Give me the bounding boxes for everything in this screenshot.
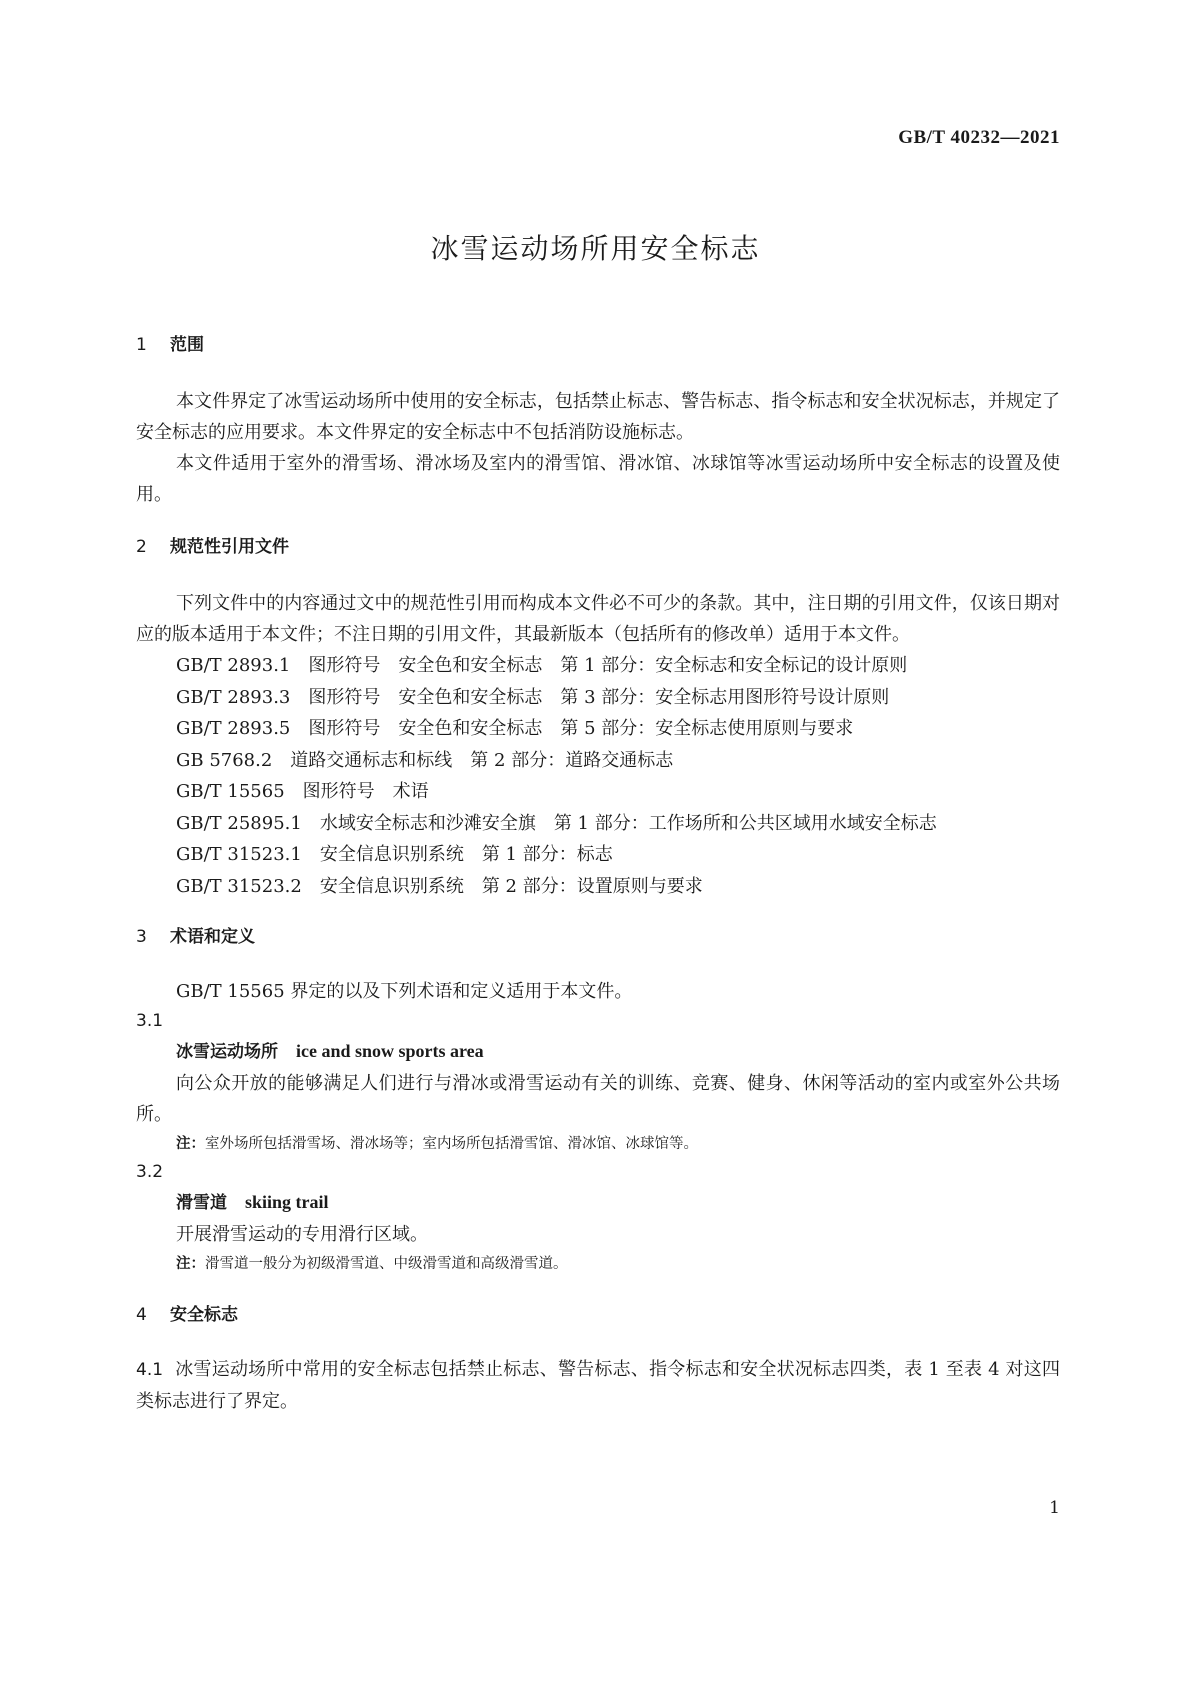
clause-text: 冰雪运动场所中常用的安全标志包括禁止标志、警告标志、指令标志和安全状况标志四类，表 1 至表 4 对这四类标志进行了界定。 xyxy=(136,1359,1060,1412)
clause-number: 4.1 xyxy=(136,1360,164,1380)
reference-item: GB/T 2893.1 图形符号 安全色和安全标志 第 1 部分：安全标志和安全标记的设计原则 xyxy=(176,655,908,676)
term-note xyxy=(136,1130,1060,1158)
term-chinese: 滑雪道 xyxy=(176,1193,227,1213)
term-number: 3.1 xyxy=(136,1011,164,1031)
note-text: 滑雪道一般分为初级滑雪道、中级滑雪道和高级滑雪道。 xyxy=(205,1256,568,1272)
reference-item: GB/T 2893.3 图形符号 安全色和安全标志 第 3 部分：安全标志用图形符号设计原则 xyxy=(176,686,890,708)
term-definition: 开展滑雪运动的专用滑行区域。 xyxy=(176,1224,428,1245)
reference-item: GB/T 2893.5 图形符号 安全色和安全标志 第 5 部分：安全标志使用原则与要求 xyxy=(176,718,854,739)
reference-item: GB/T 31523.1 安全信息识别系统 第 1 部分：标志 xyxy=(176,844,613,865)
section-number: 3 xyxy=(136,927,147,947)
section-number: 1 xyxy=(136,335,147,355)
term-definition: 向公众开放的能够满足人们进行与滑冰或滑雪运动有关的训练、竞赛、健身、休闲等活动的室内或室外公共场所。 xyxy=(136,1073,1060,1125)
reference-item: GB/T 25895.1 水域安全标志和沙滩安全旗 第 1 部分：工作场所和公共区域用水域安全标志 xyxy=(176,812,937,834)
section-title: 术语和定义 xyxy=(170,927,255,947)
note-text: 室外场所包括滑雪场、滑冰场等；室内场所包括滑雪馆、滑冰馆、冰球馆等。 xyxy=(205,1136,698,1152)
section-title: 安全标志 xyxy=(170,1305,238,1325)
document-body xyxy=(136,330,1060,1417)
section-1-heading xyxy=(136,330,1060,360)
reference-item: GB/T 31523.2 安全信息识别系统 第 2 部分：设置原则与要求 xyxy=(176,875,703,897)
term-number: 3.2 xyxy=(136,1162,164,1182)
page-number: 1 xyxy=(1049,1498,1060,1518)
section-4-heading xyxy=(136,1300,1060,1330)
references-intro: 下列文件中的内容通过文中的规范性引用而构成本文件必不可少的条款。其中，注日期的引用文件，仅该日期对应的版本适用于本文件；不注日期的引用文件，其最新版本（包括所有的修改单）适用于本文件。 xyxy=(136,593,1060,645)
term-chinese: 冰雪运动场所 xyxy=(176,1042,278,1062)
term-english: skiing trail xyxy=(245,1192,329,1212)
terms-intro: GB/T 15565 界定的以及下列术语和定义适用于本文件。 xyxy=(176,981,633,1002)
section-number: 4 xyxy=(136,1305,147,1325)
term-english: ice and snow sports area xyxy=(296,1041,484,1061)
section-2-heading xyxy=(136,532,1060,562)
scope-paragraph-2: 本文件适用于室外的滑雪场、滑冰场及室内的滑雪馆、滑冰馆、冰球馆等冰雪运动场所中安全标志的设置及使用。 xyxy=(136,453,1060,505)
section-number: 2 xyxy=(136,537,147,557)
term-entry xyxy=(136,1035,1060,1068)
section-title: 范围 xyxy=(170,335,204,355)
reference-item: GB/T 15565 图形符号 术语 xyxy=(176,781,429,802)
term-entry xyxy=(136,1186,1060,1219)
reference-item: GB 5768.2 道路交通标志和标线 第 2 部分：道路交通标志 xyxy=(176,749,674,771)
note-label: 注： xyxy=(176,1256,205,1272)
section-3-heading xyxy=(136,922,1060,952)
term-note xyxy=(136,1250,1060,1278)
document-title: 冰雪运动场所用安全标志 xyxy=(430,232,761,265)
standard-code: GB/T 40232—2021 xyxy=(898,127,1060,148)
note-label: 注： xyxy=(176,1136,205,1152)
section-title: 规范性引用文件 xyxy=(170,537,289,557)
scope-paragraph-1: 本文件界定了冰雪运动场所中使用的安全标志，包括禁止标志、警告标志、指令标志和安全状况标志，并规定了安全标志的应用要求。本文件界定的安全标志中不包括消防设施标志。 xyxy=(136,391,1060,443)
clause-4-1 xyxy=(136,1354,1060,1417)
